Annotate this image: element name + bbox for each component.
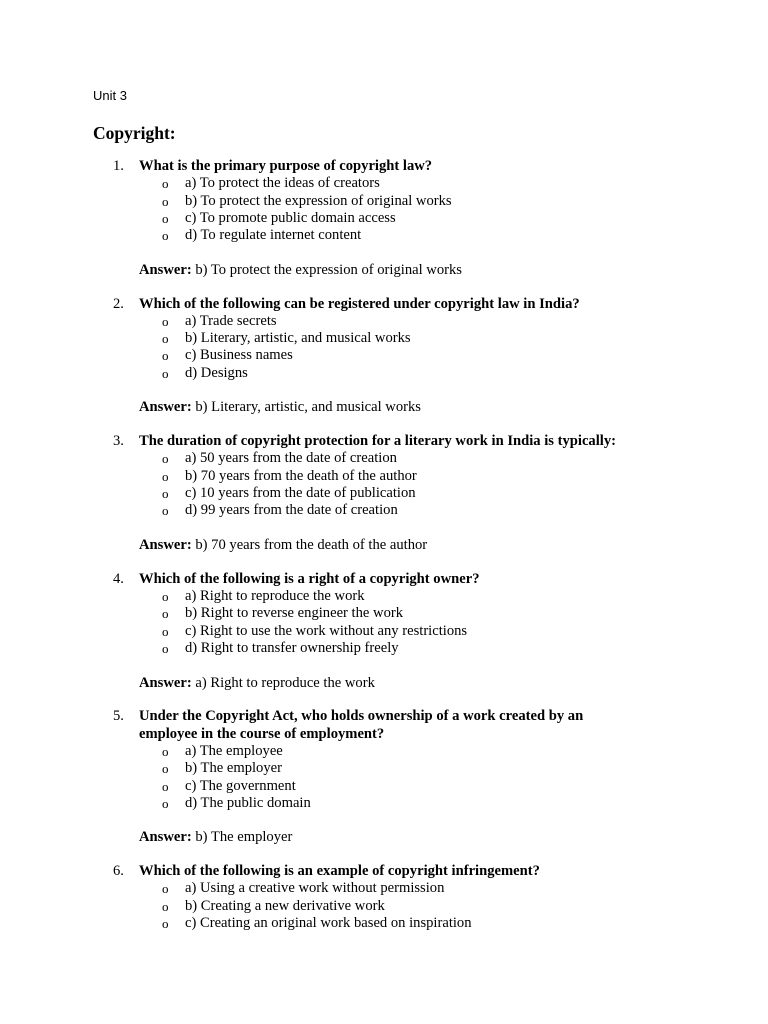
option-item [162, 227, 768, 244]
answer-label: Answer: [139, 536, 192, 553]
option-item [162, 175, 768, 192]
option-text: a) To protect the ideas of creators [185, 175, 380, 192]
question-number: 6. [113, 863, 124, 880]
bullet-icon: o [162, 589, 169, 605]
option-item [162, 347, 768, 364]
bullet-icon: o [162, 778, 169, 794]
bullet-icon: o [162, 210, 169, 226]
bullet-icon: o [162, 606, 169, 622]
option-list [0, 743, 768, 812]
bullet-icon: o [162, 898, 169, 914]
option-item [162, 209, 768, 227]
question-text: Which of the following is an example of copyright infringement? [139, 863, 540, 880]
answer-text: b) The employer [195, 829, 293, 846]
bullet-icon: o [162, 623, 169, 639]
question-text: Which of the following can be registered under copyright law in India? [139, 295, 580, 312]
option-text: d) 99 years from the date of creation [185, 502, 398, 519]
option-item [162, 794, 768, 812]
option-text: b) Right to reverse engineer the work [185, 605, 404, 622]
question-number: 1. [113, 158, 124, 174]
option-item [162, 639, 768, 657]
bullet-icon: o [162, 193, 169, 209]
option-text: a) Trade secrets [185, 312, 277, 329]
option-text: b) Literary, artistic, and musical works [185, 330, 411, 347]
bullet-icon: o [162, 795, 169, 811]
bullet-icon: o [162, 881, 169, 897]
option-text: d) Designs [185, 364, 248, 381]
question-number: 5. [113, 708, 124, 725]
answer-text: a) Right to reproduce the work [195, 674, 375, 691]
option-text: a) 50 years from the date of creation [185, 450, 397, 467]
answer-line [139, 675, 768, 692]
question-number: 2. [113, 295, 124, 312]
bullet-icon: o [162, 451, 169, 467]
question-5 [0, 708, 768, 846]
answer-text: b) To protect the expression of original works [195, 261, 462, 278]
option-item [162, 312, 768, 330]
bullet-icon: o [162, 348, 169, 364]
bullet-icon: o [162, 176, 169, 192]
option-text: c) Right to use the work without any restrictions [185, 622, 468, 639]
option-list [0, 880, 768, 932]
bullet-icon: o [162, 468, 169, 484]
question-3 [0, 433, 768, 554]
option-item [162, 192, 768, 210]
question-number: 3. [113, 433, 124, 450]
answer-line [139, 399, 768, 416]
option-text: c) Creating an original work based on inspiration [185, 915, 472, 932]
bullet-icon: o [162, 640, 169, 656]
option-text: d) The public domain [185, 794, 311, 811]
option-text: c) To promote public domain access [185, 209, 396, 226]
bullet-icon: o [162, 743, 169, 759]
question-text: The duration of copyright protection for a literary work in India is typically: [139, 433, 616, 450]
bullet-icon: o [162, 313, 169, 329]
option-text: b) Creating a new derivative work [185, 897, 385, 914]
option-item [162, 880, 768, 897]
bullet-icon: o [162, 228, 169, 244]
option-item [162, 485, 768, 502]
option-item [162, 588, 768, 605]
unit-label: Unit 3 [93, 88, 127, 103]
question-4 [0, 571, 768, 692]
option-text: b) The employer [185, 760, 282, 777]
question-number: 4. [113, 570, 124, 587]
bullet-icon: o [162, 761, 169, 777]
answer-line [139, 829, 768, 846]
answer-text: b) 70 years from the death of the author [195, 536, 428, 553]
option-list [0, 588, 768, 657]
option-item [162, 897, 768, 915]
option-text: d) To regulate internet content [185, 227, 362, 244]
question-1 [0, 158, 768, 279]
option-item [162, 450, 768, 467]
option-text: a) The employee [185, 742, 283, 759]
option-text: a) Using a creative work without permission [185, 880, 445, 897]
option-item [162, 742, 768, 760]
option-list [0, 450, 768, 519]
option-text: a) Right to reproduce the work [185, 588, 365, 605]
question-text: Which of the following is a right of a copyright owner? [139, 570, 480, 587]
question-text: What is the primary purpose of copyright law? [139, 158, 433, 174]
option-item [162, 364, 768, 382]
question-list [0, 158, 768, 949]
option-text: d) Right to transfer ownership freely [185, 639, 399, 656]
option-item [162, 502, 768, 519]
option-text: b) 70 years from the death of the author [185, 467, 417, 484]
option-item [162, 622, 768, 640]
bullet-icon: o [162, 331, 169, 347]
answer-line [139, 537, 768, 554]
option-item [162, 760, 768, 777]
option-item [162, 777, 768, 795]
option-text: c) The government [185, 777, 296, 794]
answer-text: b) Literary, artistic, and musical works [195, 399, 421, 416]
option-text: c) 10 years from the date of publication [185, 485, 416, 502]
option-list [0, 175, 768, 244]
option-list [0, 313, 768, 382]
bullet-icon: o [162, 486, 169, 502]
bullet-icon: o [162, 365, 169, 381]
option-text: b) To protect the expression of original works [185, 192, 452, 209]
question-2 [0, 296, 768, 417]
option-item [162, 330, 768, 347]
option-text: c) Business names [185, 347, 293, 364]
answer-label: Answer: [139, 829, 192, 846]
section-title: Copyright: [93, 123, 176, 143]
bullet-icon: o [162, 503, 169, 519]
option-item [162, 467, 768, 485]
answer-line [139, 262, 768, 279]
question-6 [0, 863, 768, 932]
option-item [162, 915, 768, 932]
bullet-icon: o [162, 916, 169, 932]
answer-label: Answer: [139, 261, 192, 278]
answer-label: Answer: [139, 674, 192, 691]
question-text: Under the Copyright Act, who holds ownership of a work created by an employee in the course of employment? [139, 708, 584, 742]
option-item [162, 605, 768, 622]
answer-label: Answer: [139, 399, 192, 416]
